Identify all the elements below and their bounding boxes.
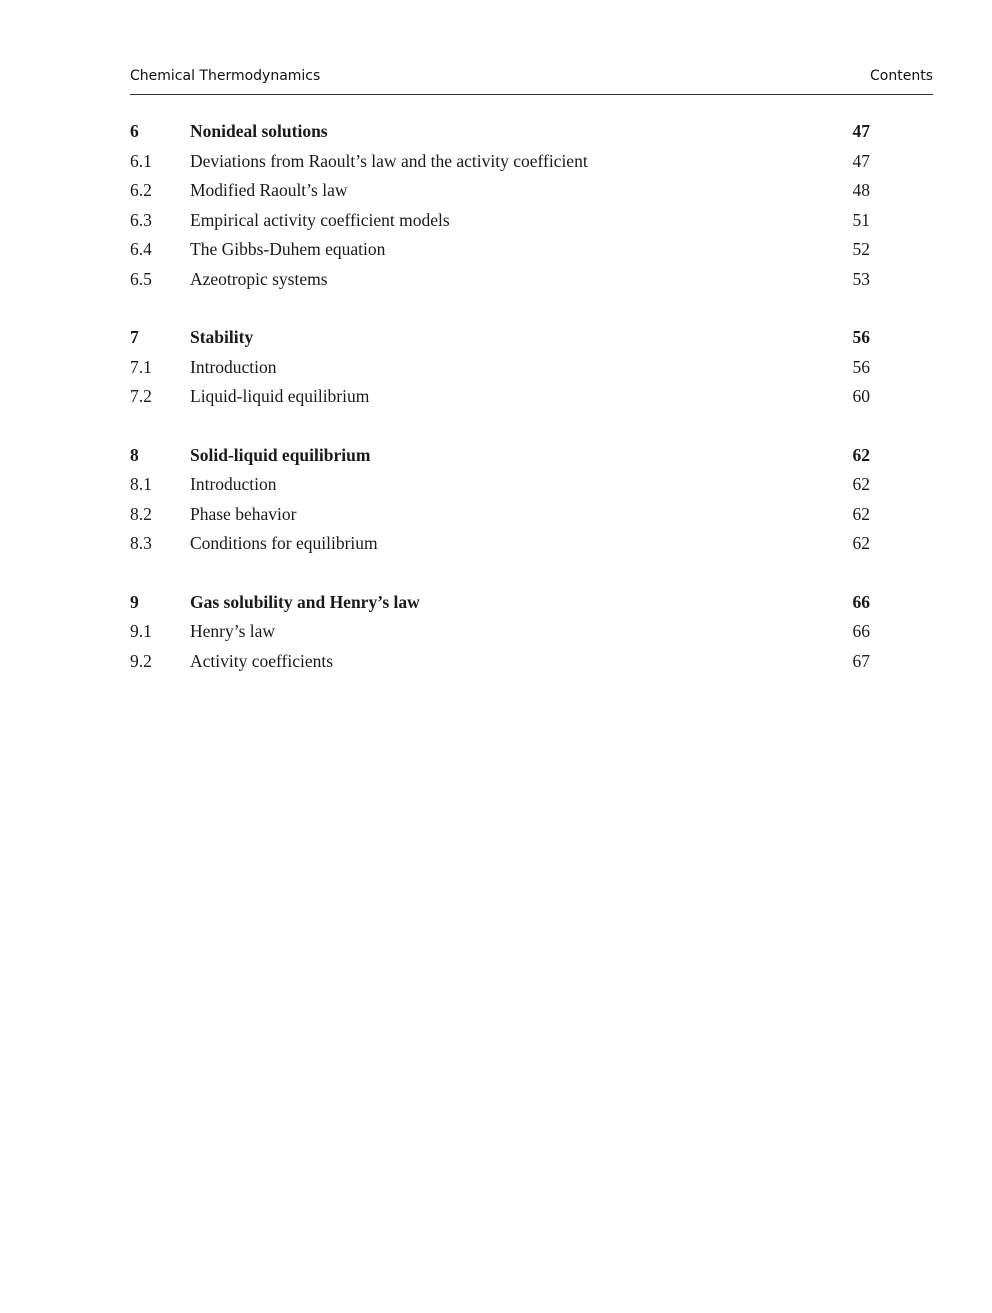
entry-page: 47 [852,121,870,141]
book-title: Chemical Thermodynamics [130,68,321,84]
entry-title: Nonideal solutions [190,121,328,141]
toc-section-entry[interactable] [130,206,870,236]
toc-chapter-heading[interactable] [130,441,870,471]
entry-number: 6.5 [130,268,152,289]
entry-number: 7 [130,327,139,347]
table-of-contents [130,117,870,705]
entry-title: Liquid-liquid equilibrium [190,386,370,406]
toc-section-entry[interactable] [130,353,870,383]
entry-title: Empirical activity coefficient models [190,209,450,230]
entry-page: 62 [852,503,870,524]
toc-chapter-heading[interactable] [130,588,870,618]
entry-number: 9.2 [130,650,152,671]
entry-number: 8 [130,444,139,465]
entry-page: 48 [852,180,870,200]
entry-title: Stability [190,327,254,347]
entry-number: 6.4 [130,239,152,259]
toc-section-entry[interactable] [130,647,870,677]
entry-title: The Gibbs-Duhem equation [190,239,386,259]
entry-page: 53 [852,268,870,289]
toc-section-entry[interactable] [130,500,870,530]
entry-number: 8.1 [130,474,152,494]
entry-page: 51 [852,209,870,230]
entry-title: Conditions for equilibrium [190,533,378,553]
page-header [130,66,933,95]
entry-number: 9.1 [130,621,152,641]
toc-section-entry[interactable] [130,617,870,647]
entry-number: 7.2 [130,386,152,406]
entry-page: 62 [852,533,870,553]
toc-chapter-9 [130,588,870,677]
toc-section-entry[interactable] [130,382,870,412]
entry-title: Introduction [190,356,277,377]
entry-number: 6 [130,121,139,141]
toc-section-entry[interactable] [130,147,870,177]
entry-number: 6.3 [130,209,152,230]
entry-page: 62 [852,444,870,465]
entry-title: Introduction [190,474,277,494]
entry-title: Deviations from Raoult’s law and the activity coefficient [190,150,588,171]
entry-number: 8.2 [130,503,152,524]
entry-title: Gas solubility and Henry’s law [190,591,420,612]
toc-chapter-heading[interactable] [130,117,870,147]
entry-page: 47 [852,150,870,171]
entry-page: 67 [852,650,870,671]
entry-page: 66 [852,621,870,641]
toc-chapter-heading[interactable] [130,323,870,353]
entry-title: Solid-liquid equilibrium [190,444,371,465]
toc-section-entry[interactable] [130,235,870,265]
entry-page: 52 [852,239,870,259]
toc-section-entry[interactable] [130,529,870,559]
entry-title: Activity coefficients [190,650,334,671]
toc-section-entry[interactable] [130,176,870,206]
section-title: Contents [870,68,933,84]
toc-chapter-6 [130,117,870,294]
entry-page: 62 [852,474,870,494]
entry-title: Azeotropic systems [190,268,328,289]
toc-chapter-7 [130,323,870,412]
entry-page: 56 [852,327,870,347]
entry-number: 6.1 [130,150,152,171]
entry-number: 9 [130,591,139,612]
entry-title: Phase behavior [190,503,297,524]
toc-section-entry[interactable] [130,470,870,500]
entry-number: 7.1 [130,356,152,377]
entry-number: 6.2 [130,180,152,200]
entry-page: 60 [852,386,870,406]
toc-section-entry[interactable] [130,265,870,295]
entry-page: 56 [852,356,870,377]
entry-title: Henry’s law [190,621,276,641]
toc-chapter-8 [130,441,870,559]
entry-number: 8.3 [130,533,152,553]
entry-page: 66 [852,591,870,612]
entry-title: Modified Raoult’s law [190,180,348,200]
